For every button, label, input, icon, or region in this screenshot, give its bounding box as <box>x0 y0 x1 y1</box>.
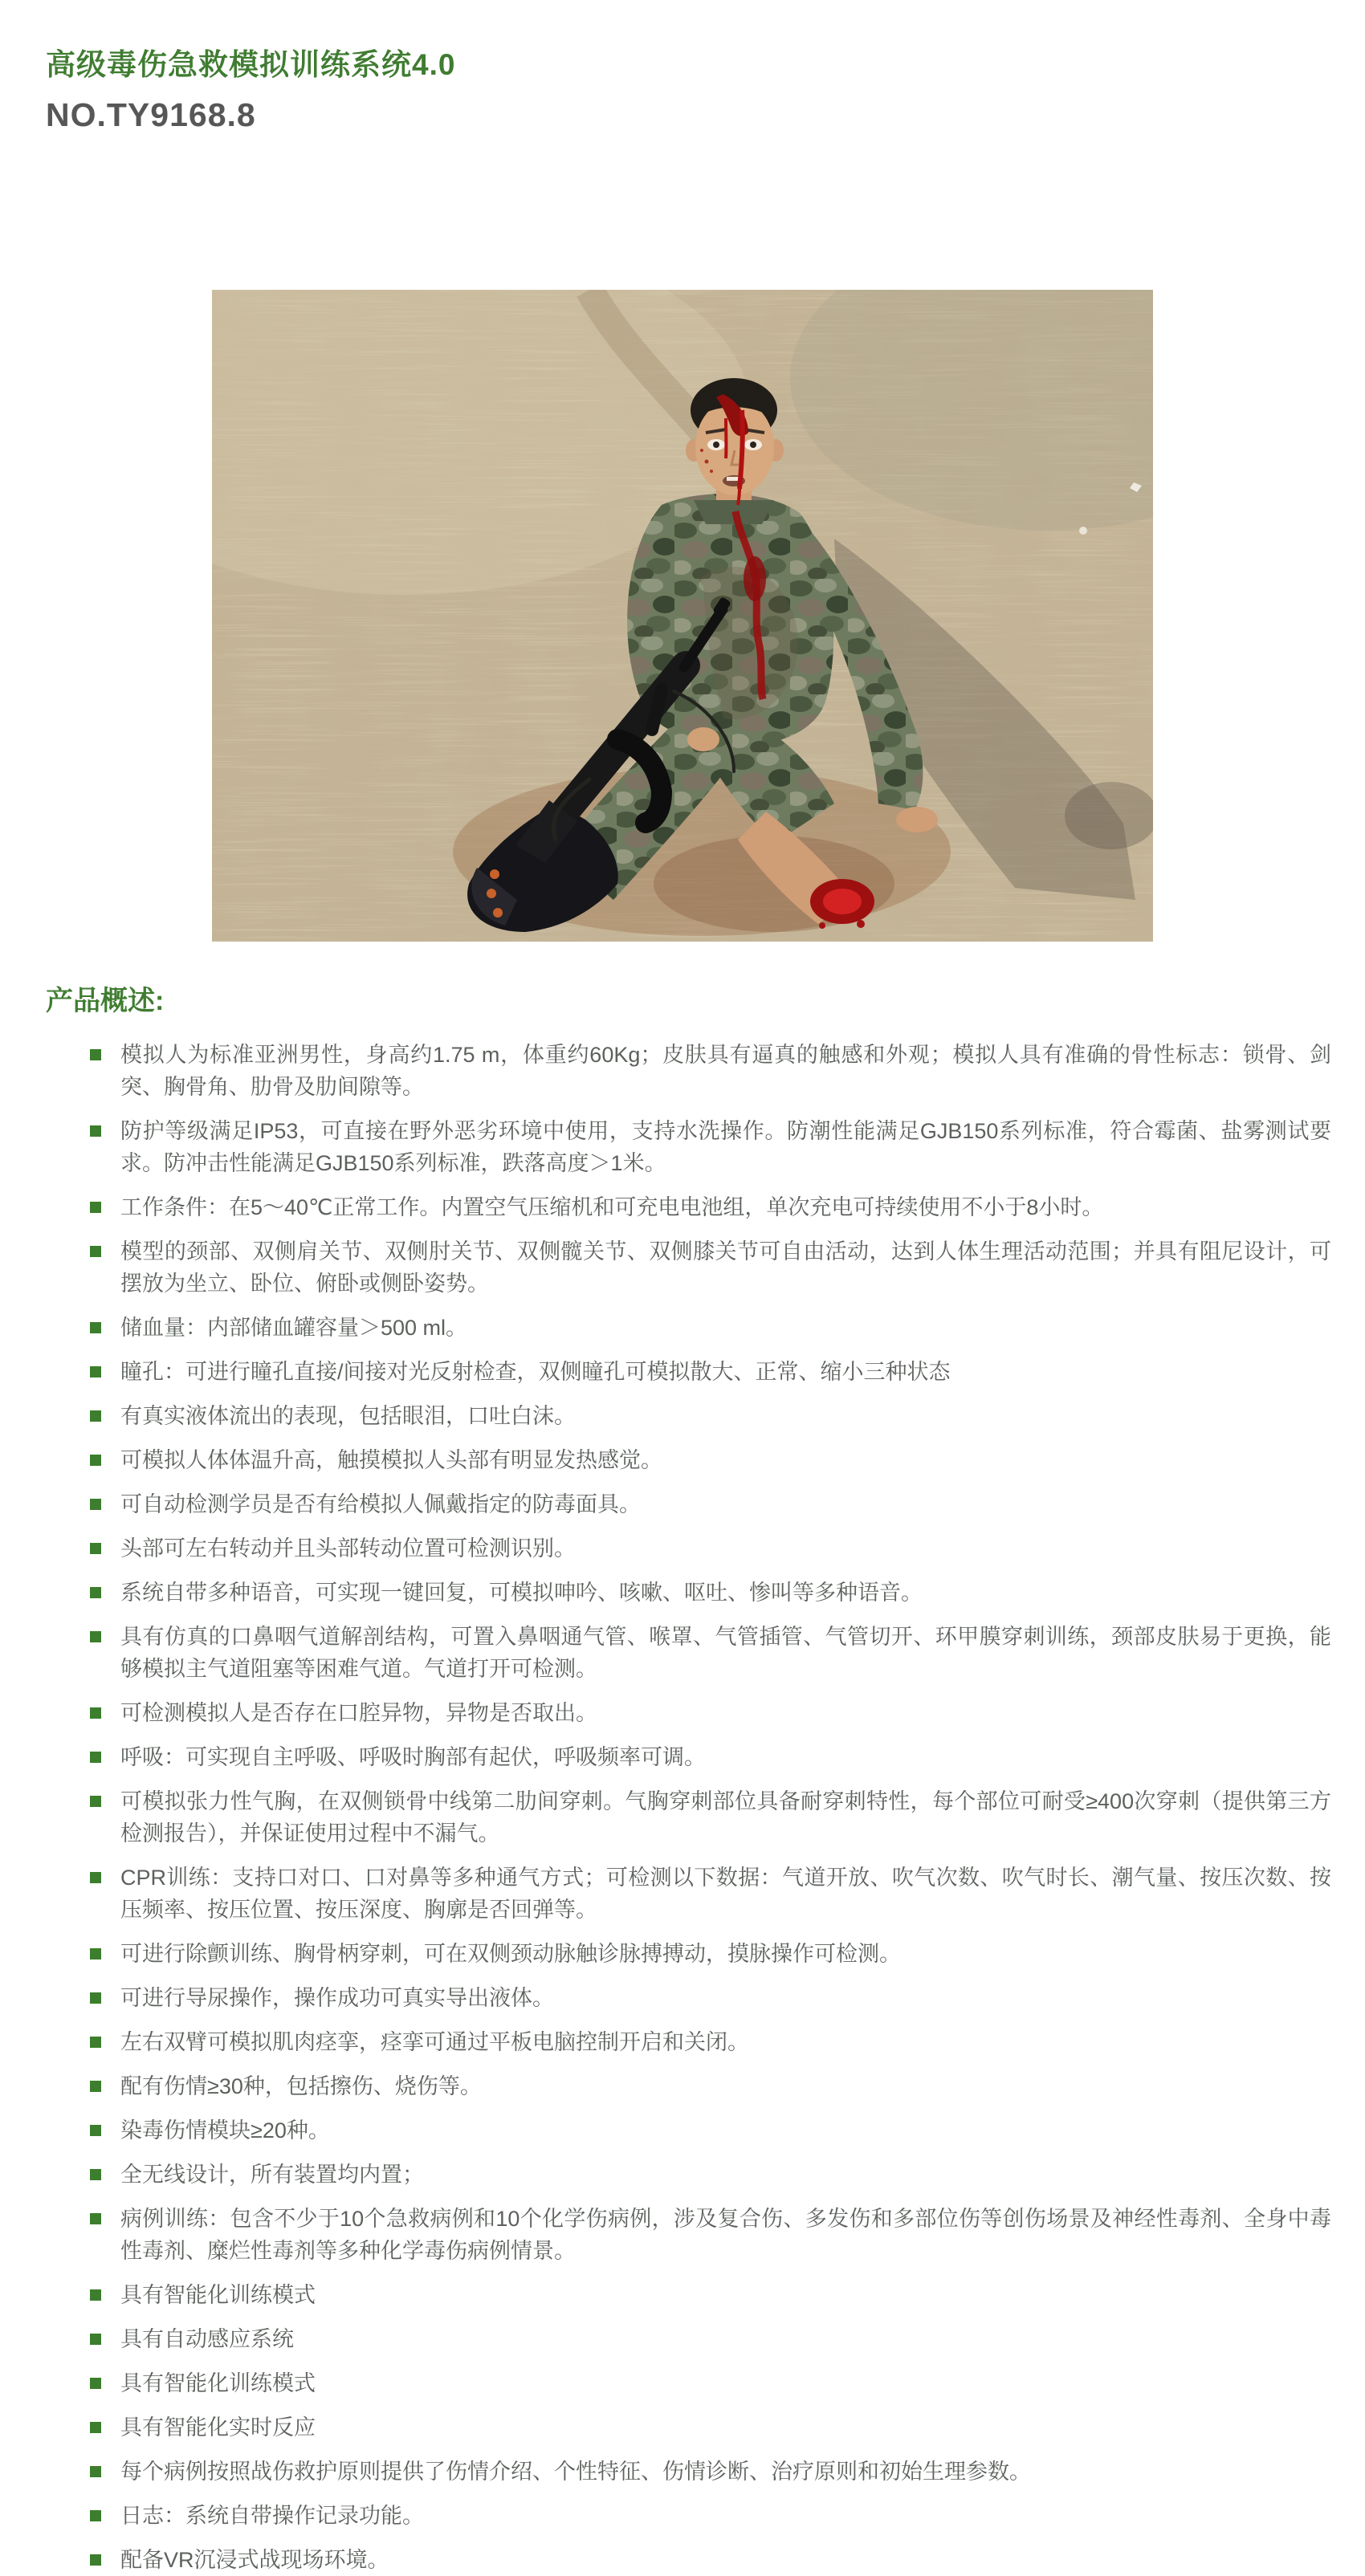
bullet-text: 具有智能化实时反应 <box>120 2415 316 2440</box>
overview-list <box>0 1039 1365 2576</box>
product-photo <box>212 290 1153 942</box>
bullet-text: 可进行除颤训练、胸骨柄穿刺，可在双侧颈动脉触诊脉搏搏动，摸脉操作可检测。 <box>120 1942 901 1966</box>
bullet-square-icon <box>90 2037 101 2048</box>
bullet-text: 可检测模拟人是否存在口腔异物，异物是否取出。 <box>120 1701 597 1725</box>
bullet-square-icon <box>90 1125 101 1137</box>
bullet-text: 头部可左右转动并且头部转动位置可检测识别。 <box>120 1536 576 1561</box>
bullet-square-icon <box>90 1455 101 1466</box>
bullet-square-icon <box>90 2554 101 2566</box>
bullet-text: 配有伤情≥30种，包括擦伤、烧伤等。 <box>120 2074 482 2098</box>
list-item <box>0 1039 1365 1103</box>
bullet-text: 全无线设计，所有装置均内置； <box>120 2163 424 2187</box>
bullet-square-icon <box>90 1872 101 1883</box>
bullet-text: 左右双臂可模拟肌肉痉挛，痉挛可通过平板电脑控制开启和关闭。 <box>120 2030 749 2054</box>
bullet-text: CPR训练：支持口对口、口对鼻等多种通气方式；可检测以下数据：气道开放、吹气次数、吹气时长、潮气量、按压次数、按压频率、按压位置、按压深度、胸廓是否回弹等。 <box>120 1866 1331 1922</box>
bullet-square-icon <box>90 1631 101 1642</box>
bullet-text: 染毒伤情模块≥20种。 <box>120 2118 330 2143</box>
list-item <box>0 1697 1365 1729</box>
list-item <box>0 1982 1365 2014</box>
bullet-square-icon <box>90 2289 101 2301</box>
list-item <box>0 1444 1365 1476</box>
list-item <box>0 1785 1365 1850</box>
list-item <box>0 2500 1365 2532</box>
bullet-square-icon <box>90 1366 101 1378</box>
list-item <box>0 1577 1365 1609</box>
list-item <box>0 1862 1365 1926</box>
bullet-square-icon <box>90 1707 101 1719</box>
list-item <box>0 2323 1365 2355</box>
bullet-square-icon <box>90 1049 101 1060</box>
model-number: NO.TY9168.8 <box>46 96 256 133</box>
list-item <box>0 1235 1365 1300</box>
bullet-text: 防护等级满足IP53，可直接在野外恶劣环境中使用，支持水洗操作。防潮性能满足GJB150系列标准，符合霉菌、盐雾测试要求。防冲击性能满足GJB150系列标准，跌落高度＞1米。 <box>120 1119 1331 1175</box>
bullet-square-icon <box>90 1543 101 1554</box>
list-item <box>0 2456 1365 2488</box>
bullet-text: 可自动检测学员是否有给模拟人佩戴指定的防毒面具。 <box>120 1492 641 1516</box>
bullet-text: 模型的颈部、双侧肩关节、双侧肘关节、双侧髋关节、双侧膝关节可自由活动，达到人体生理活动范围；并具有阻尼设计，可摆放为坐立、卧位、俯卧或侧卧姿势。 <box>120 1239 1331 1296</box>
bullet-text: 具有仿真的口鼻咽气道解剖结构，可置入鼻咽通气管、喉罩、气管插管、气管切开、环甲膜穿刺训练，颈部皮肤易于更换，能够模拟主气道阻塞等困难气道。气道打开可检测。 <box>120 1625 1331 1681</box>
bullet-square-icon <box>90 2466 101 2477</box>
bullet-text: 配备VR沉浸式战现场环境。 <box>120 2548 389 2572</box>
bullet-square-icon <box>90 2213 101 2224</box>
bullet-text: 可模拟张力性气胸，在双侧锁骨中线第二肋间穿刺。气胸穿刺部位具备耐穿刺特性，每个部位可耐受≥400次穿刺（提供第三方检测报告），并保证使用过程中不漏气。 <box>120 1789 1331 1846</box>
bullet-square-icon <box>90 2334 101 2345</box>
list-item <box>0 2203 1365 2267</box>
bullet-text: 具有智能化训练模式 <box>120 2371 316 2395</box>
bullet-square-icon <box>90 1246 101 1257</box>
bullet-square-icon <box>90 1752 101 1763</box>
list-item <box>0 1312 1365 1344</box>
list-item <box>0 2411 1365 2444</box>
bullet-text: 瞳孔：可进行瞳孔直接/间接对光反射检查，双侧瞳孔可模拟散大、正常、缩小三种状态 <box>120 1360 951 1384</box>
bullet-text: 日志：系统自带操作记录功能。 <box>120 2504 424 2528</box>
bullet-square-icon <box>90 1992 101 2004</box>
bullet-square-icon <box>90 1202 101 1213</box>
bullet-square-icon <box>90 2378 101 2389</box>
list-item <box>0 1532 1365 1565</box>
page-title: 高级毒伤急救模拟训练系统4.0 <box>46 48 456 81</box>
bullet-square-icon <box>90 1948 101 1959</box>
bullet-square-icon <box>90 2125 101 2136</box>
bullet-square-icon <box>90 1587 101 1598</box>
bullet-text: 系统自带多种语音，可实现一键回复，可模拟呻吟、咳嗽、呕吐、惨叫等多种语音。 <box>120 1581 923 1605</box>
bullet-square-icon <box>90 1796 101 1807</box>
list-item <box>0 1741 1365 1773</box>
bullet-square-icon <box>90 2510 101 2521</box>
bullet-square-icon <box>90 2081 101 2092</box>
bullet-text: 模拟人为标准亚洲男性，身高约1.75 m，体重约60Kg；皮肤具有逼真的触感和外观；模拟人具有准确的骨性标志：锁骨、剑突、胸骨角、肋骨及肋间隙等。 <box>120 1043 1331 1099</box>
bullet-text: 病例训练：包含不少于10个急救病例和10个化学伤病例，涉及复合伤、多发伤和多部位伤等创伤场景及神经性毒剂、全身中毒性毒剂、糜烂性毒剂等多种化学毒伤病例情景。 <box>120 2207 1331 2263</box>
list-item <box>0 2114 1365 2147</box>
bullet-text: 可进行导尿操作，操作成功可真实导出液体。 <box>120 1986 554 2010</box>
list-item <box>0 1621 1365 1685</box>
bullet-text: 每个病例按照战伤救护原则提供了伤情介绍、个性特征、伤情诊断、治疗原则和初始生理参数。 <box>120 2460 1031 2484</box>
bullet-square-icon <box>90 2422 101 2433</box>
bullet-text: 工作条件：在5～40℃正常工作。内置空气压缩机和可充电电池组，单次充电可持续使用不小于8小时。 <box>120 1195 1104 1219</box>
bullet-text: 具有智能化训练模式 <box>120 2283 316 2307</box>
overview-heading: 产品概述: <box>46 986 165 1016</box>
list-item <box>0 1938 1365 1970</box>
bullet-text: 可模拟人体体温升高，触摸模拟人头部有明显发热感觉。 <box>120 1448 662 1472</box>
list-item <box>0 2279 1365 2311</box>
bullet-square-icon <box>90 2169 101 2180</box>
bullet-square-icon <box>90 1410 101 1422</box>
list-item <box>0 2367 1365 2399</box>
bullet-text: 呼吸：可实现自主呼吸、呼吸时胸部有起伏，呼吸频率可调。 <box>120 1745 706 1769</box>
photo-illustration <box>212 290 1153 942</box>
bullet-square-icon <box>90 1499 101 1510</box>
list-item <box>0 2070 1365 2102</box>
list-item <box>0 1115 1365 1179</box>
list-item <box>0 1400 1365 1432</box>
list-item <box>0 1488 1365 1520</box>
bullet-square-icon <box>90 1322 101 1333</box>
list-item <box>0 1356 1365 1388</box>
bullet-text: 储血量：内部储血罐容量＞500 ml。 <box>120 1316 468 1340</box>
list-item <box>0 2026 1365 2058</box>
bullet-text: 有真实液体流出的表现，包括眼泪，口吐白沫。 <box>120 1404 576 1428</box>
list-item <box>0 2544 1365 2576</box>
list-item <box>0 1191 1365 1223</box>
list-item <box>0 2159 1365 2191</box>
bullet-text: 具有自动感应系统 <box>120 2327 294 2351</box>
